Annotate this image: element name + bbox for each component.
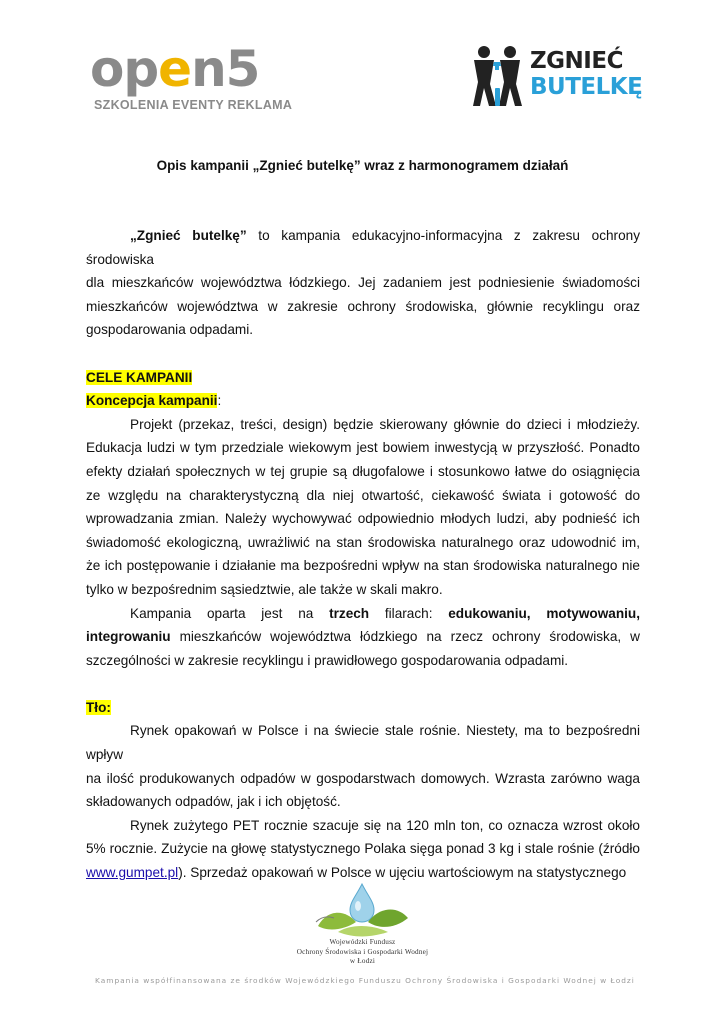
open5-subtitle: SZKOLENIA EVENTY REKLAMA [94,98,293,112]
pillars-paragraph: Kampania oparta jest na trzech filarach: edukowaniu, motywowaniu, integrowaniu mieszkańców województwa łódzkiego na rzecz ochrony środowiska, w szczególności w zakresie recyklingu i prawidłowego gospodarowania odpadami. [86,605,640,668]
background-line-2: wpływ [86,747,124,763]
background-paragraph-1: na ilość produkowanych odpadów w gospodarstwach domowych. Wzrasta zarówno waga składowanych odpadów, jak i ich objętość. [86,770,640,810]
section-heading-goals: CELE KAMPANII [86,369,193,385]
intro-line-2: środowiska [86,251,154,267]
intro-paragraph: dla mieszkańców województwa łódzkiego. Jej zadaniem jest podniesienie świadomości mieszkańców województwa w zakresie ochrony środowiska, głównie recyklingu oraz gospodarowania odpadami. [86,275,640,338]
open5-wordmark: open5 [90,40,260,98]
water-drop-leaves-icon [298,882,428,938]
intro-line-1: „Zgnieć butelkę” to kampania edukacyjno-informacyjna z zakresu ochrony [130,228,640,243]
cofinance-note: Kampania współfinansowana ze środków Wojewódzkiego Funduszu Ochrony Środowiska i Gospodarki Wodnej w Łodzi [95,976,635,985]
zgniec-butelke-logo [470,44,645,112]
background-paragraph-2: Rynek zużytego PET rocznie szacuje się na 120 mln ton, co oznacza wzrost około 5% rocznie. Zużycie na głowę statystycznego Polaka sięga ponad 3 kg i stale rośnie (źródło www.gumpet.pl). Sprzedaż opakowań w Polsce w ujęciu wartościowym na statystycznego [86,817,640,881]
section-heading-background: Tło: [86,699,111,715]
open5-logo [90,40,293,115]
background-line-1: Rynek opakowań w Polsce i na świecie stale rośnie. Niestety, ma to bezpośredni [130,723,640,739]
logo-line-zgniec: ZGNIEĆ [530,48,623,74]
logo-line-butelke: BUTELKĘ [530,74,643,100]
concept-paragraph: Projekt (przekaz, treści, design) będzie skierowany głównie do dzieci i młodzieży. Edukacja ludzi w tym przedziale wiekowym jest bowiem inwestycją w przyszłość. Ponadto efekty działań społecznych w tej grupie są długofalowe i stosunkowo łatwe do osiągnięcia ze względu na charakterystyczną dla niej otwartość, ciekawość świata i gotowość do wprowadzania zmian. Należy wychowywać odpowiednio młodych ludzi, aby podnieść ich świadomość ekologiczną, uwrażliwić na stan środowiska naturalnego oraz udowodnić im, że ich postępowanie i działanie ma bezpośredni wpływ na stan środowiska naturalnego nie tylko w bezpośrednim sąsiedztwie, ale także w skali makro. [86,416,640,597]
people-bottle-icon [470,44,528,110]
document-title: Opis kampanii „Zgnieć butelkę” wraz z harmonogramem działań [156,158,569,173]
fund-name: Wojewódzki Fundusz Ochrony Środowiska i Gospodarki Wodnej w Łodzi [296,938,429,965]
subheading-concept: Koncepcja kampanii: [86,393,222,409]
document-body [86,224,640,885]
gumpet-link[interactable]: www.gumpet.pl [86,865,179,881]
